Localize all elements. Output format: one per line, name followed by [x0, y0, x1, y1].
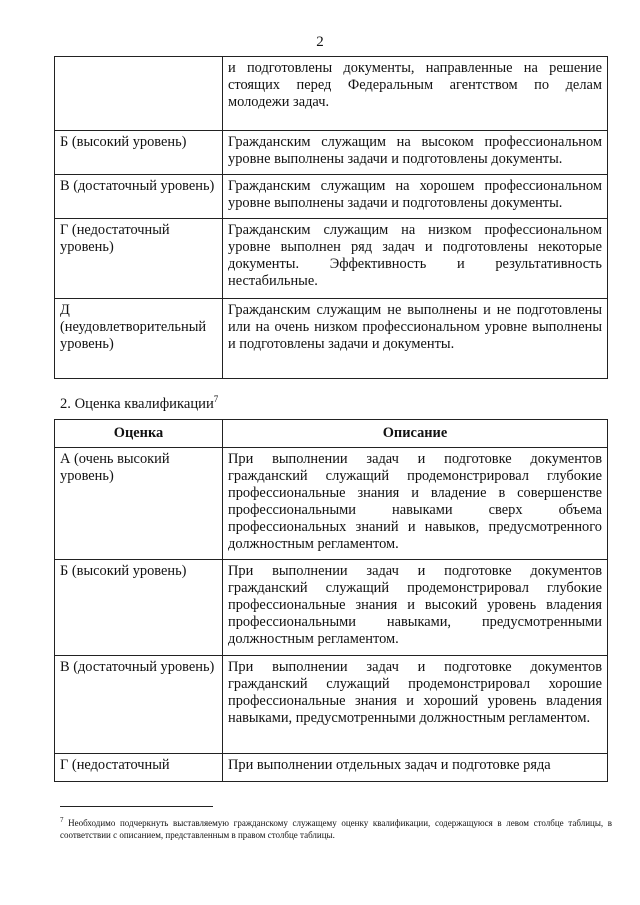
description-cell: При выполнении задач и подготовке документов гражданский служащий продемонстрировал хорошие профессиональные знания и хороший уровень владения навыками, предусмотренными должностным регламентом.: [223, 656, 608, 754]
table-row: [55, 57, 608, 131]
column-header-description: Описание: [223, 420, 608, 448]
description-cell: Гражданским служащим не выполнены и не подготовлены или на очень низком профессиональном уровне выполнены и подготовлены задачи и документы.: [223, 299, 608, 379]
page-number: 2: [316, 34, 324, 50]
table-row: [55, 754, 608, 782]
grade-cell: Г (недостаточный: [55, 754, 223, 782]
section-heading: [60, 394, 218, 413]
footnote-text: Необходимо подчеркнуть выставляемую гражданскому служащему оценку квалификации, содержащуюся в левом столбце таблицы, в соответствии с описанием, представленным в правом столбце таблицы.: [60, 818, 613, 840]
grade-cell: В (достаточный уровень): [55, 175, 223, 219]
table-row: [55, 560, 608, 656]
qualification-grades-table: [54, 419, 608, 782]
footnote-number: 7: [60, 816, 64, 824]
table-row: [55, 175, 608, 219]
table-row: [55, 656, 608, 754]
grade-cell: Г (недостаточный уровень): [55, 219, 223, 299]
description-cell: При выполнении задач и подготовке документов гражданский служащий продемонстрировал глубокие профессиональные знания и высокий уровень владения профессиональными навыками, предусмотренными должностным регламентом.: [223, 560, 608, 656]
column-header-grade: Оценка: [55, 420, 223, 448]
table-row: [55, 131, 608, 175]
performance-grades-table: [54, 56, 608, 379]
grade-cell: [55, 57, 223, 131]
footnote: [60, 814, 612, 841]
grade-cell: Б (высокий уровень): [55, 560, 223, 656]
description-cell: Гражданским служащим на высоком профессиональном уровне выполнены задачи и подготовлены документы.: [223, 131, 608, 175]
description-cell: и подготовлены документы, направленные на решение стоящих перед Федеральным агентством по делам молодежи задач.: [223, 57, 608, 131]
section-heading-text: 2. Оценка квалификации: [60, 395, 214, 412]
table-row: [55, 448, 608, 560]
grade-cell: В (достаточный уровень): [55, 656, 223, 754]
description-cell: При выполнении отдельных задач и подготовке ряда: [223, 754, 608, 782]
table-row: [55, 299, 608, 379]
grade-cell: Б (высокий уровень): [55, 131, 223, 175]
description-cell: Гражданским служащим на хорошем профессиональном уровне выполнены задачи и подготовлены документы.: [223, 175, 608, 219]
grade-cell: Д (неудовлетворительный уровень): [55, 299, 223, 379]
description-cell: При выполнении задач и подготовке документов гражданский служащий продемонстрировал глубокие профессиональные знания и владение в совершенстве профессиональными навыками сверх объема профессиональных знаний и навыков, предусмотренного должностным регламентом.: [223, 448, 608, 560]
table-row: [55, 219, 608, 299]
footnote-divider: [60, 806, 213, 807]
description-cell: Гражданским служащим на низком профессиональном уровне выполнен ряд задач и подготовлены некоторые документы. Эффективность и результативность нестабильные.: [223, 219, 608, 299]
table-header-row: [55, 420, 608, 448]
grade-cell: А (очень высокий уровень): [55, 448, 223, 560]
footnote-ref: 7: [213, 394, 219, 404]
